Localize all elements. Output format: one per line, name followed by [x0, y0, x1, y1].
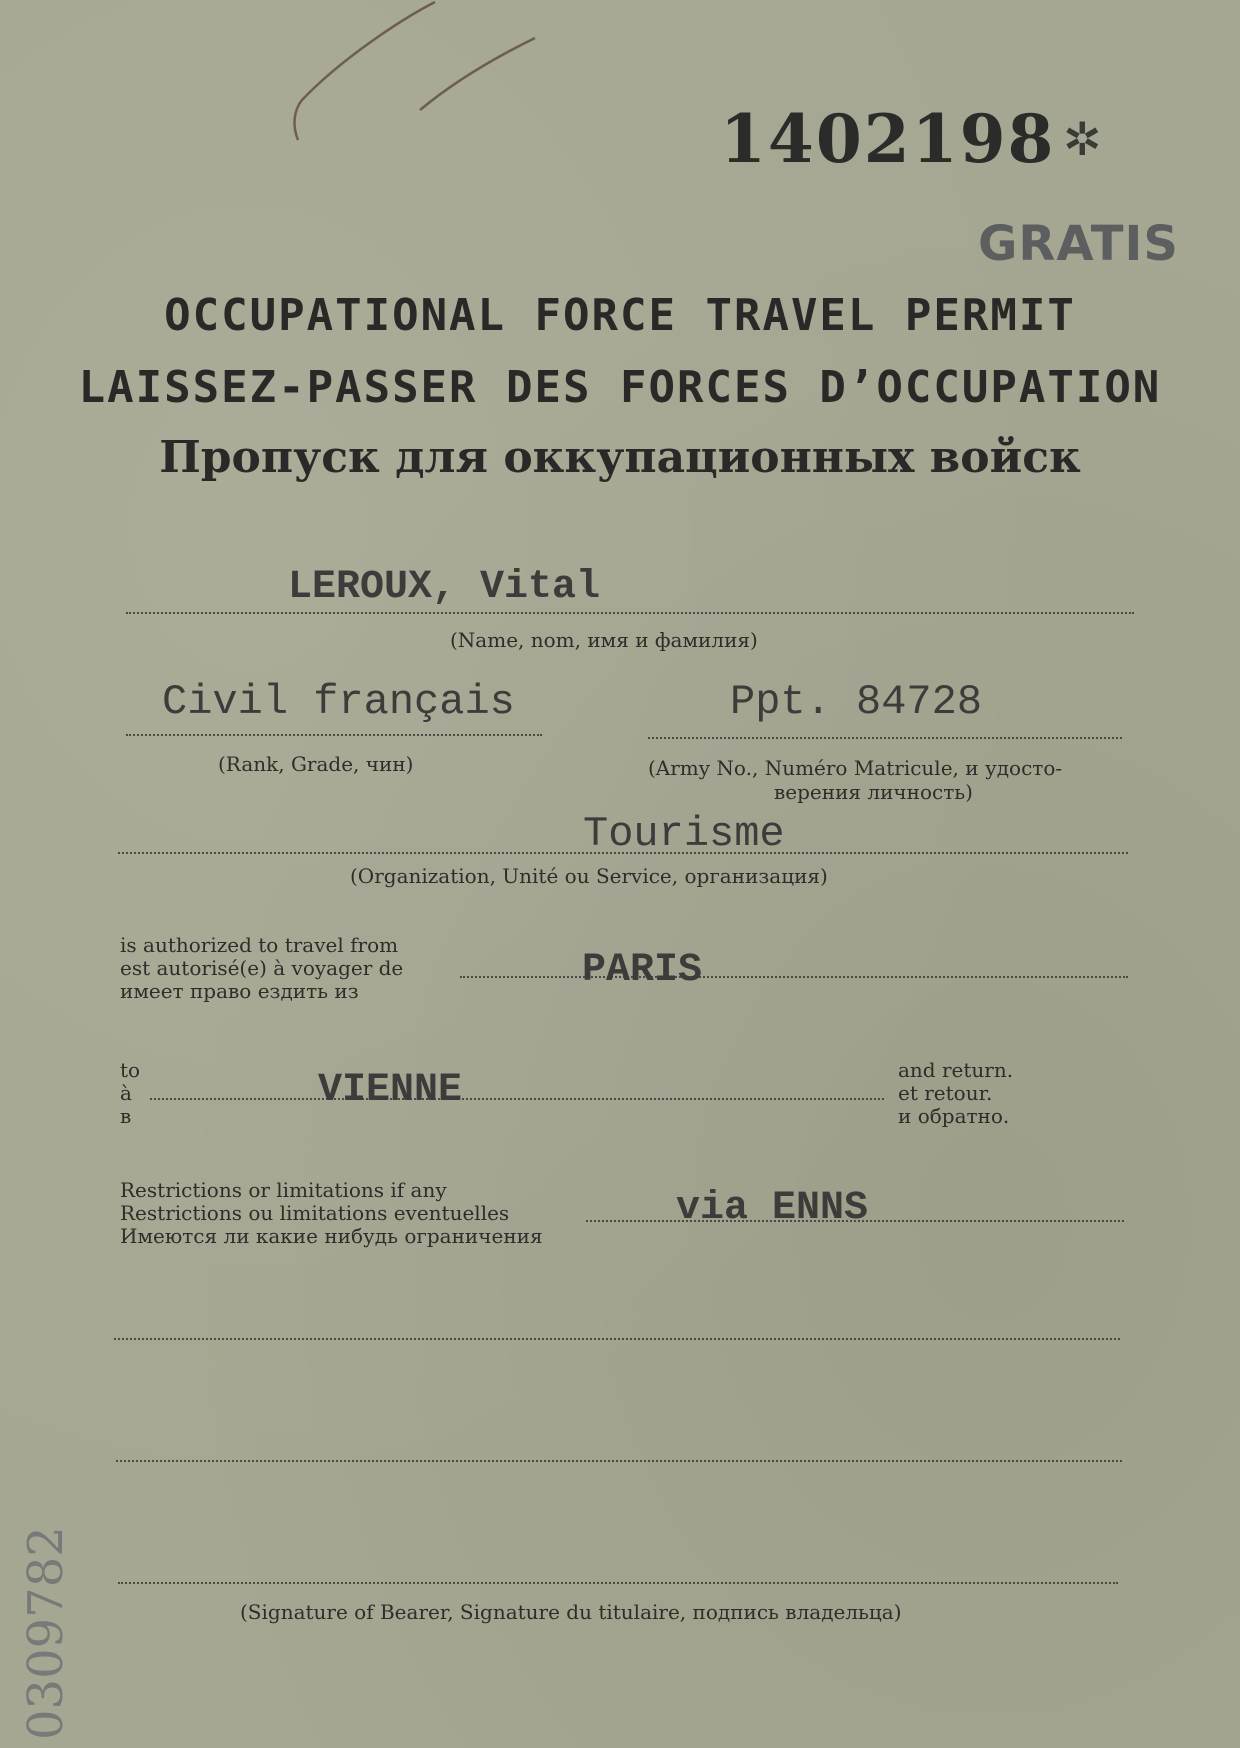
- serial-number: 1402198: [720, 100, 1056, 178]
- restrictions-label-russian: Имеются ли какие нибудь ограничения: [120, 1224, 543, 1248]
- return-english: and return.: [898, 1058, 1014, 1082]
- serial-star-icon: ✲: [1063, 112, 1102, 166]
- name-value: LEROUX, Vital: [288, 565, 601, 610]
- rank-caption: (Rank, Grade, чин): [218, 752, 414, 776]
- rank-value: Civil français: [162, 678, 515, 726]
- return-russian: и обратно.: [898, 1104, 1010, 1128]
- signature-line: [118, 1582, 1118, 1584]
- title-russian: Пропуск для оккупационных войск: [159, 432, 1081, 483]
- from-label-french: est autorisé(e) à voyager de: [120, 956, 404, 980]
- organization-value: Tourisme: [583, 810, 785, 858]
- title-english: OCCUPATIONAL FORCE TRAVEL PERMIT: [164, 290, 1076, 341]
- pencil-mark: [280, 0, 540, 160]
- restrictions-label-english: Restrictions or limitations if any: [120, 1178, 447, 1202]
- signature-caption: (Signature of Bearer, Signature du titulaire, подпись владельца): [240, 1600, 902, 1624]
- return-french: et retour.: [898, 1081, 993, 1105]
- organization-caption: (Organization, Unité ou Service, организация): [350, 864, 828, 888]
- army-no-line: [648, 737, 1122, 739]
- from-value: PARIS: [582, 948, 703, 993]
- to-line: [150, 1098, 884, 1100]
- army-no-caption-line2: верения личность): [774, 780, 973, 804]
- margin-note: 0309782: [18, 1526, 74, 1740]
- army-no-value: Ppt. 84728: [730, 678, 983, 726]
- name-line: [126, 612, 1134, 614]
- organization-line: [118, 852, 1128, 854]
- name-caption: (Name, nom, имя и фамилия): [450, 628, 758, 652]
- blank-line-2: [116, 1460, 1122, 1462]
- to-value: VIENNE: [318, 1068, 463, 1113]
- army-no-caption-line1: (Army No., Numéro Matricule, и удосто-: [648, 756, 1063, 780]
- restrictions-value: via ENNS: [676, 1186, 869, 1231]
- to-label-russian: в: [120, 1104, 132, 1128]
- title-french: LAISSEZ-PASSER DES FORCES D’OCCUPATION: [78, 362, 1162, 413]
- from-label-russian: имеет право ездить из: [120, 979, 359, 1003]
- restrictions-label-french: Restrictions ou limitations eventuelles: [120, 1201, 510, 1225]
- to-label-english: to: [120, 1058, 141, 1082]
- rank-line: [126, 734, 542, 736]
- gratis-stamp: GRATIS: [978, 216, 1179, 272]
- from-label-english: is authorized to travel from: [120, 933, 399, 957]
- to-label-french: à: [120, 1081, 132, 1105]
- from-line: [460, 976, 1128, 978]
- blank-line-1: [114, 1338, 1120, 1340]
